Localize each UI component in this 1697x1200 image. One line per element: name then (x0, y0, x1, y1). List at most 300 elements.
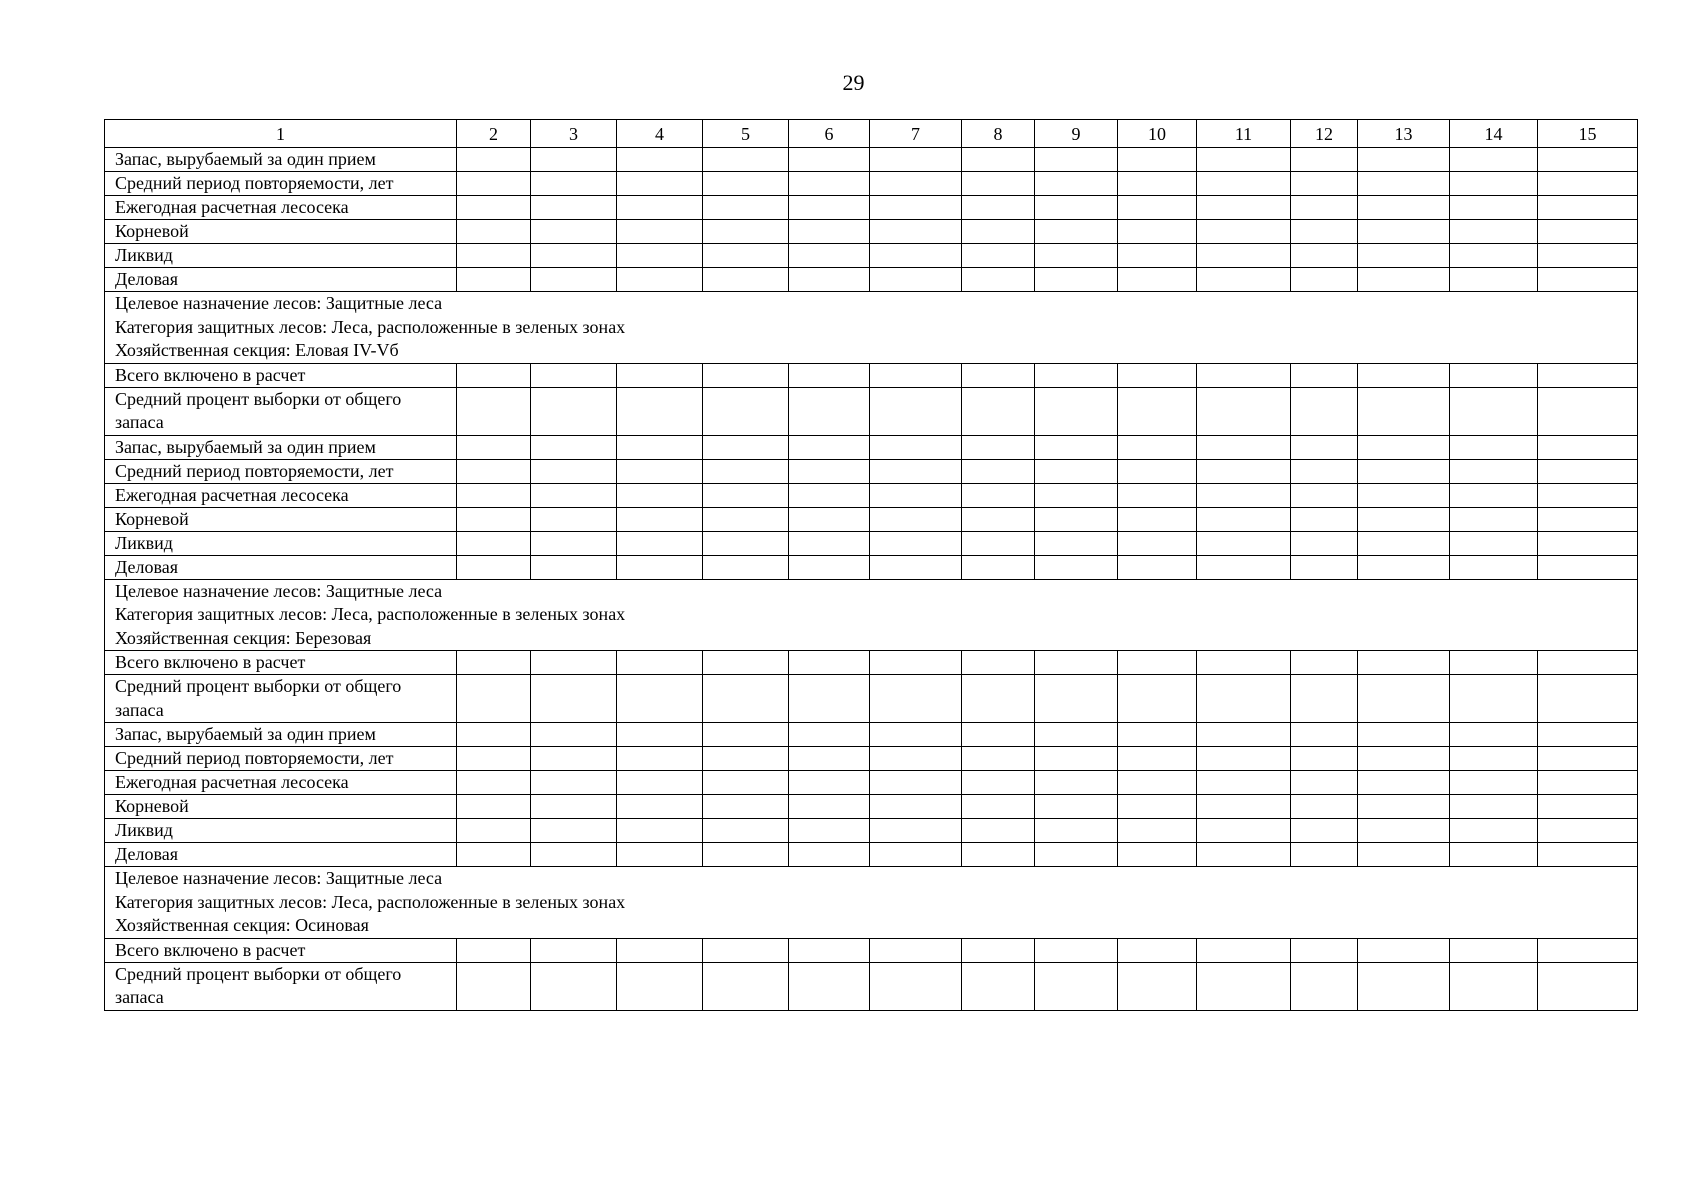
page-number: 29 (842, 70, 865, 95)
table-cell (1538, 387, 1638, 435)
table-cell (1450, 747, 1538, 771)
table-cell (617, 675, 703, 723)
table-cell (531, 268, 617, 292)
table-cell (870, 196, 962, 220)
table-cell (870, 555, 962, 579)
table-cell (1035, 220, 1118, 244)
table-cell (1291, 531, 1358, 555)
table-cell (1118, 555, 1197, 579)
row-label: Ликвид (105, 531, 457, 555)
table-cell (617, 723, 703, 747)
table-cell (789, 148, 870, 172)
table-cell (1035, 962, 1118, 1010)
table-cell (870, 363, 962, 387)
table-cell (457, 483, 531, 507)
table-cell (962, 387, 1035, 435)
table-cell (1118, 363, 1197, 387)
table-cell (457, 244, 531, 268)
table-cell (870, 483, 962, 507)
table-cell (1118, 196, 1197, 220)
table-cell (1291, 819, 1358, 843)
table-cell (531, 795, 617, 819)
table-cell (1358, 483, 1450, 507)
table-row (105, 196, 1638, 220)
table-cell (1291, 220, 1358, 244)
table-cell (1358, 220, 1450, 244)
table-cell (703, 268, 789, 292)
table-cell (962, 268, 1035, 292)
table-cell (703, 675, 789, 723)
table-cell (1118, 651, 1197, 675)
table-cell (1291, 962, 1358, 1010)
table-cell (703, 531, 789, 555)
table-cell (703, 459, 789, 483)
table-cell (1035, 435, 1118, 459)
table-cell (457, 531, 531, 555)
section-header-cell (105, 867, 1638, 939)
table-cell (1118, 723, 1197, 747)
table-cell (531, 196, 617, 220)
table-cell (1450, 555, 1538, 579)
table-cell (1197, 531, 1291, 555)
table-cell (1538, 651, 1638, 675)
column-number-cell: 6 (789, 120, 870, 148)
table-cell (531, 771, 617, 795)
table-cell (1197, 723, 1291, 747)
table-cell (1035, 244, 1118, 268)
row-label: Ежегодная расчетная лесосека (105, 483, 457, 507)
row-label: Запас, вырубаемый за один прием (105, 148, 457, 172)
table-cell (1035, 387, 1118, 435)
table-cell (703, 747, 789, 771)
table-cell (789, 962, 870, 1010)
table-cell (1291, 435, 1358, 459)
table-cell (1291, 244, 1358, 268)
table-cell (703, 507, 789, 531)
table-cell (703, 244, 789, 268)
table-cell (1450, 387, 1538, 435)
table-cell (1358, 459, 1450, 483)
table-cell (457, 747, 531, 771)
table-cell (457, 651, 531, 675)
table-cell (789, 435, 870, 459)
table-cell (1358, 675, 1450, 723)
table-row (105, 819, 1638, 843)
table-cell (1035, 483, 1118, 507)
table-cell (1538, 795, 1638, 819)
table-cell (457, 363, 531, 387)
row-label: Корневой (105, 220, 457, 244)
table-cell (1118, 244, 1197, 268)
table-cell (789, 244, 870, 268)
table-cell (1538, 962, 1638, 1010)
row-label: Ежегодная расчетная лесосека (105, 196, 457, 220)
table-cell (789, 771, 870, 795)
table-cell (1538, 555, 1638, 579)
table-cell (457, 962, 531, 1010)
table-cell (1450, 843, 1538, 867)
table-cell (1291, 747, 1358, 771)
table-cell (703, 435, 789, 459)
table-cell (617, 962, 703, 1010)
table-cell (703, 938, 789, 962)
table-row (105, 843, 1638, 867)
table-cell (962, 962, 1035, 1010)
table-cell (1118, 459, 1197, 483)
table-cell (1118, 843, 1197, 867)
table-row (105, 172, 1638, 196)
table-cell (703, 723, 789, 747)
table-cell (1358, 795, 1450, 819)
column-number-cell: 14 (1450, 120, 1538, 148)
table-cell (789, 555, 870, 579)
table-cell (1197, 459, 1291, 483)
table-cell (1538, 459, 1638, 483)
column-number-cell: 9 (1035, 120, 1118, 148)
table-cell (870, 675, 962, 723)
table-cell (1358, 819, 1450, 843)
table-cell (1118, 172, 1197, 196)
table-cell (1291, 459, 1358, 483)
table-cell (1450, 148, 1538, 172)
table-cell (531, 651, 617, 675)
table-cell (703, 962, 789, 1010)
table-cell (1035, 531, 1118, 555)
column-number-cell: 3 (531, 120, 617, 148)
section-header-line: Целевое назначение лесов: Защитные леса (115, 293, 443, 313)
table-cell (1197, 435, 1291, 459)
table-cell (703, 483, 789, 507)
table-cell (1538, 172, 1638, 196)
table-row (105, 220, 1638, 244)
table-cell (1538, 483, 1638, 507)
table-cell (457, 172, 531, 196)
table-cell (1118, 962, 1197, 1010)
row-label: Средний период повторяемости, лет (105, 747, 457, 771)
table-body (105, 120, 1638, 1011)
table-cell (1538, 268, 1638, 292)
table-row (105, 651, 1638, 675)
table-cell (1358, 507, 1450, 531)
table-cell (531, 531, 617, 555)
table-row (105, 795, 1638, 819)
table-cell (870, 459, 962, 483)
table-cell (1118, 435, 1197, 459)
table-cell (1118, 483, 1197, 507)
table-cell (1291, 363, 1358, 387)
table-cell (531, 459, 617, 483)
table-cell (789, 723, 870, 747)
column-number-cell: 10 (1118, 120, 1197, 148)
table-cell (1118, 938, 1197, 962)
table-cell (1450, 483, 1538, 507)
table-cell (1450, 819, 1538, 843)
table-cell (1450, 435, 1538, 459)
table-cell (457, 723, 531, 747)
table-cell (1358, 723, 1450, 747)
table-cell (1538, 938, 1638, 962)
table-cell (1538, 771, 1638, 795)
table-cell (457, 387, 531, 435)
table-cell (1538, 723, 1638, 747)
table-cell (1358, 363, 1450, 387)
table-cell (789, 268, 870, 292)
table-cell (870, 843, 962, 867)
table-row (105, 938, 1638, 962)
column-number-cell: 8 (962, 120, 1035, 148)
table-cell (703, 651, 789, 675)
table-row (105, 962, 1638, 1010)
table-cell (1197, 387, 1291, 435)
table-cell (703, 363, 789, 387)
table-row (105, 459, 1638, 483)
table-cell (962, 795, 1035, 819)
table-cell (617, 387, 703, 435)
table-cell (789, 819, 870, 843)
table-cell (1118, 795, 1197, 819)
table-cell (531, 387, 617, 435)
table-cell (531, 483, 617, 507)
table-cell (703, 795, 789, 819)
table-cell (617, 363, 703, 387)
table-cell (1035, 723, 1118, 747)
table-cell (1197, 962, 1291, 1010)
table-cell (1450, 651, 1538, 675)
table-cell (457, 819, 531, 843)
table-cell (617, 651, 703, 675)
table-cell (870, 651, 962, 675)
table-cell (1450, 771, 1538, 795)
table-cell (617, 843, 703, 867)
row-label: Средний процент выборки от общего запаса (105, 675, 457, 723)
table-cell (1197, 651, 1291, 675)
table-cell (703, 771, 789, 795)
table-cell (617, 819, 703, 843)
table-cell (457, 220, 531, 244)
column-number-cell: 11 (1197, 120, 1291, 148)
table-cell (1358, 938, 1450, 962)
table-cell (703, 387, 789, 435)
table-cell (1035, 507, 1118, 531)
table-cell (617, 172, 703, 196)
table-row (105, 531, 1638, 555)
table-cell (962, 531, 1035, 555)
table-cell (1118, 771, 1197, 795)
section-header-row (105, 292, 1638, 364)
table-cell (531, 938, 617, 962)
table-cell (789, 938, 870, 962)
table-cell (1035, 196, 1118, 220)
table-cell (1358, 268, 1450, 292)
column-number-cell: 13 (1358, 120, 1450, 148)
table-cell (789, 507, 870, 531)
table-cell (1197, 747, 1291, 771)
table-cell (1538, 363, 1638, 387)
row-label: Средний период повторяемости, лет (105, 459, 457, 483)
table-row (105, 435, 1638, 459)
table-cell (1035, 747, 1118, 771)
table-cell (870, 435, 962, 459)
table-cell (1291, 675, 1358, 723)
table-cell (870, 268, 962, 292)
table-cell (962, 196, 1035, 220)
row-label: Всего включено в расчет (105, 363, 457, 387)
table-cell (617, 244, 703, 268)
table-cell (703, 843, 789, 867)
table-cell (789, 795, 870, 819)
table-cell (1358, 651, 1450, 675)
table-cell (1197, 843, 1291, 867)
table-cell (457, 268, 531, 292)
table-cell (1358, 771, 1450, 795)
table-cell (1118, 507, 1197, 531)
table-cell (1035, 555, 1118, 579)
table-cell (870, 172, 962, 196)
table-cell (1035, 651, 1118, 675)
table-cell (1450, 459, 1538, 483)
table-cell (1291, 723, 1358, 747)
table-cell (1291, 387, 1358, 435)
table-cell (1538, 843, 1638, 867)
table-cell (1450, 220, 1538, 244)
column-number-row (105, 120, 1638, 148)
table-cell (1197, 555, 1291, 579)
table-cell (1118, 747, 1197, 771)
table-cell (789, 483, 870, 507)
table-cell (531, 819, 617, 843)
table-cell (531, 555, 617, 579)
table-cell (1035, 363, 1118, 387)
table-row (105, 675, 1638, 723)
table-cell (962, 675, 1035, 723)
column-number-cell: 4 (617, 120, 703, 148)
table-cell (789, 651, 870, 675)
section-header-line: Хозяйственная секция: Осиновая (115, 915, 369, 935)
section-header-line: Целевое назначение лесов: Защитные леса (115, 868, 443, 888)
table-cell (1538, 220, 1638, 244)
table-cell (962, 507, 1035, 531)
table-cell (1197, 795, 1291, 819)
table-cell (531, 244, 617, 268)
table-cell (457, 507, 531, 531)
table-cell (617, 148, 703, 172)
table-cell (1358, 531, 1450, 555)
table-cell (617, 747, 703, 771)
table-cell (531, 962, 617, 1010)
section-header-line: Хозяйственная секция: Березовая (115, 627, 372, 648)
table-cell (457, 843, 531, 867)
table-cell (1035, 268, 1118, 292)
row-label: Корневой (105, 795, 457, 819)
table-cell (789, 459, 870, 483)
row-label: Всего включено в расчет (105, 651, 457, 675)
table-cell (1450, 244, 1538, 268)
table-cell (789, 843, 870, 867)
table-cell (870, 244, 962, 268)
table-cell (1118, 268, 1197, 292)
table-cell (531, 747, 617, 771)
table-cell (1118, 148, 1197, 172)
table-cell (1291, 795, 1358, 819)
section-header-row (105, 867, 1638, 939)
section-header-line: Категория защитных лесов: Леса, расположенные в зеленых зонах (115, 316, 626, 337)
table-row (105, 148, 1638, 172)
column-number-cell: 5 (703, 120, 789, 148)
table-cell (1538, 747, 1638, 771)
table-cell (962, 220, 1035, 244)
table-cell (617, 938, 703, 962)
table-cell (617, 435, 703, 459)
table-cell (531, 723, 617, 747)
table-cell (870, 747, 962, 771)
table-cell (1291, 555, 1358, 579)
table-cell (1118, 387, 1197, 435)
table-cell (789, 531, 870, 555)
table-cell (617, 459, 703, 483)
table-cell (617, 531, 703, 555)
table-cell (1118, 531, 1197, 555)
table-cell (1035, 459, 1118, 483)
table-cell (531, 507, 617, 531)
table-cell (1197, 507, 1291, 531)
table-cell (531, 172, 617, 196)
table-cell (531, 363, 617, 387)
table-row (105, 483, 1638, 507)
table-cell (617, 268, 703, 292)
table-cell (457, 771, 531, 795)
row-label: Запас, вырубаемый за один прием (105, 723, 457, 747)
table-cell (962, 172, 1035, 196)
table-cell (617, 795, 703, 819)
table-cell (617, 220, 703, 244)
row-label: Деловая (105, 555, 457, 579)
table-cell (1358, 196, 1450, 220)
table-row (105, 268, 1638, 292)
table-cell (1450, 675, 1538, 723)
table-cell (457, 555, 531, 579)
row-label: Средний процент выборки от общего запаса (105, 962, 457, 1010)
table-cell (1035, 938, 1118, 962)
row-label: Всего включено в расчет (105, 938, 457, 962)
table-cell (1358, 747, 1450, 771)
table-cell (870, 723, 962, 747)
table-cell (1197, 819, 1291, 843)
table-cell (962, 938, 1035, 962)
table-cell (617, 483, 703, 507)
table-cell (1450, 268, 1538, 292)
table-cell (1538, 507, 1638, 531)
table-cell (1291, 771, 1358, 795)
table-cell (703, 148, 789, 172)
table-cell (1197, 363, 1291, 387)
table-cell (1358, 843, 1450, 867)
table-cell (1538, 675, 1638, 723)
table-row (105, 723, 1638, 747)
table-cell (617, 507, 703, 531)
table-cell (531, 843, 617, 867)
table-cell (870, 795, 962, 819)
column-number-cell: 15 (1538, 120, 1638, 148)
table-cell (789, 747, 870, 771)
table-cell (870, 962, 962, 1010)
table-cell (1291, 507, 1358, 531)
table-cell (789, 196, 870, 220)
table-cell (703, 220, 789, 244)
table-cell (1291, 843, 1358, 867)
section-header-cell (105, 579, 1638, 651)
row-label: Средний процент выборки от общего запаса (105, 387, 457, 435)
table-cell (617, 555, 703, 579)
